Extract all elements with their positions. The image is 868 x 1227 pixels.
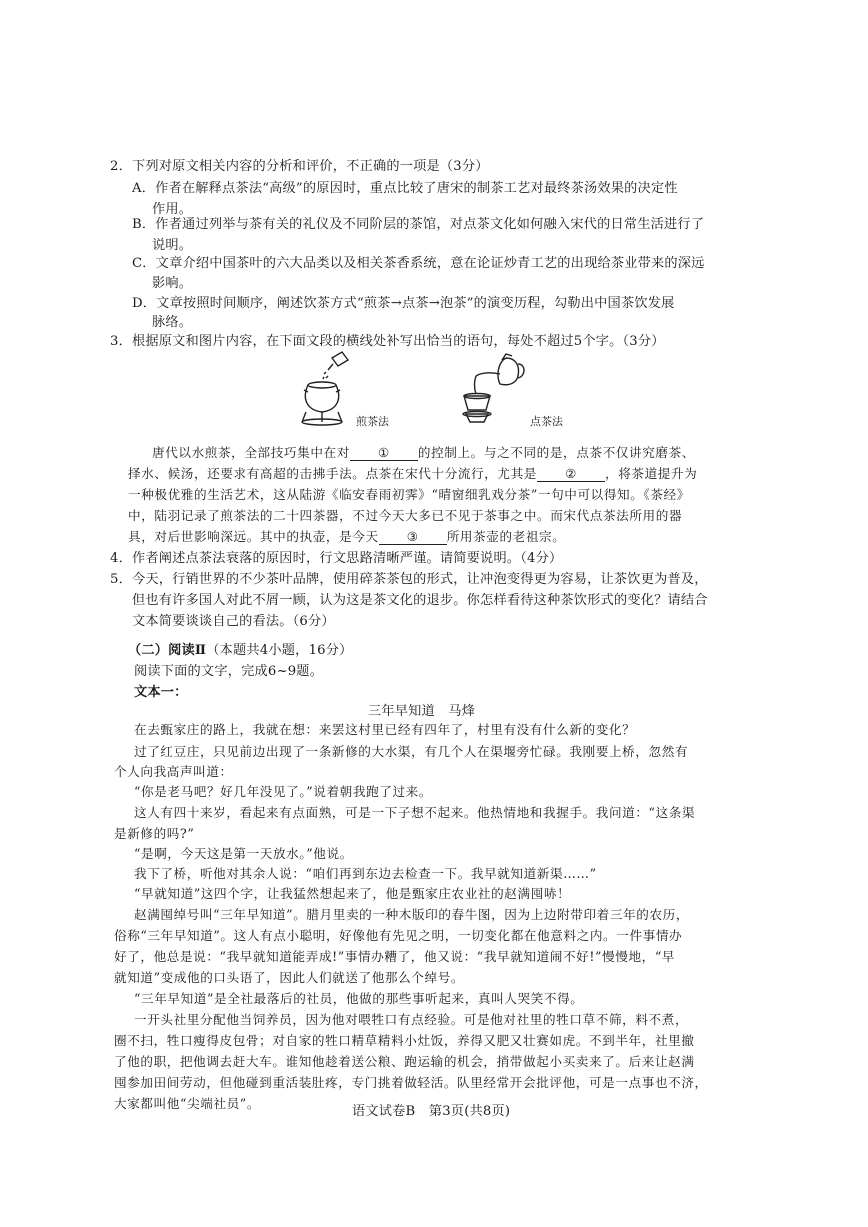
story-line: 一开头社里分配他当饲养员，因为他对喂牲口有点经验。可是他对社里的牲口草不筛，料不煮，	[134, 1012, 689, 1027]
section-title	[128, 639, 353, 658]
story-line: “你是老马吧？好几年没见了。”说着朝我跑了过来。	[134, 784, 433, 799]
blank-2-number: ②	[565, 466, 577, 481]
q3-text: 择水、候汤，还要求有高超的击拂手法。点茶在宋代十分流行，尤其是	[128, 466, 538, 481]
page-footer: 语文试卷B 第3页(共8页)	[352, 1104, 511, 1119]
story-line: 了他的职，把他调去赶大车。谁知他趁着送公粮、跑运输的机会，捎带做起小买卖来了。后来让赵满	[114, 1054, 695, 1069]
q3-text: ，将茶道提升为	[605, 466, 698, 481]
q2-stem: 2．下列对原文相关内容的分析和评价，不正确的一项是（3分）	[110, 159, 489, 174]
diancha-illustration	[460, 352, 530, 428]
story-line: 赵满囤绰号叫“三年早知道”。腊月里卖的一种木版印的春牛图，因为上边附带印着三年的农历，	[134, 907, 690, 922]
q3-text: 具，对后世影响深远。其中的执壶，是今天	[128, 529, 379, 544]
q3-passage-line-2	[128, 463, 697, 482]
q2-option-a: A．作者在解释点茶法“高级”的原因时，重点比较了唐宋的制茶工艺对最终茶汤效果的决定性	[132, 181, 678, 196]
q5-line-2: 但也有许多国人对此不屑一顾，认为这是茶文化的退步。你怎样看待这种茶饮形式的变化？请结合	[132, 593, 708, 608]
q2-option-b: B．作者通过列举与茶有关的礼仪及不同阶层的茶馆，对点茶文化如何融入宋代的日常生活进行了	[132, 217, 705, 232]
q3-passage-line-3: 一种极优雅的生活艺术，这从陆游《临安春雨初霁》“晴窗细乳戏分茶”一句中可以得知。《茶经》	[128, 487, 690, 502]
q2-option-d-cont: 脉络。	[152, 315, 193, 330]
story-line: 就知道”变成他的口头语了，因此人们就送了他那么个绰号。	[114, 970, 465, 985]
story-line: 我下了桥，听他对其余人说：“咱们再到东边去检查一下。我早就知道新渠……”	[134, 866, 597, 881]
jiancha-illustration	[298, 350, 358, 428]
diancha-label: 点茶法	[530, 415, 563, 428]
q3-text: 的控制上。与之不同的是，点茶不仅讲究磨茶、	[417, 445, 695, 460]
section-title-rest: （本题共4小题，16分）	[206, 643, 353, 658]
blank-1[interactable]	[350, 445, 418, 461]
story-line: 大家都叫他“尖端社员”。	[114, 1096, 261, 1111]
story-line: “早就知道”这四个字，让我猛然想起来了，他是甄家庄农业社的赵满囤哧！	[134, 886, 571, 901]
q2-option-a-cont: 作用。	[152, 202, 193, 217]
q2-option-c-cont: 影响。	[152, 276, 193, 291]
story-line: 这人有四十来岁，看起来有点面熟，可是一下子想不起来。他热情地和我握手。我问道：“这条渠	[134, 805, 696, 820]
story-line: 个人向我高声叫道：	[114, 764, 233, 779]
section-title-bold: （二）阅读Ⅱ	[128, 643, 207, 658]
blank-2[interactable]	[537, 466, 605, 482]
blank-1-number: ①	[377, 445, 390, 460]
story-title: 三年早知道 马烽	[368, 704, 476, 719]
section-intro: 阅读下面的文字，完成6~9题。	[134, 664, 324, 679]
q2-option-b-cont: 说明。	[152, 238, 193, 253]
q3-passage-line-1	[152, 442, 695, 461]
q4-stem: 4．作者阐述点茶法衰落的原因时，行文思路清晰严谨。请简要说明。（4分）	[110, 551, 563, 566]
story-line: 是新修的吗?”	[114, 826, 195, 841]
q3-text: 唐代以水煎茶，全部技巧集中在对	[152, 445, 350, 460]
q3-text: 所用茶壶的老祖宗。	[446, 529, 566, 544]
q3-passage-line-4: 中，陆羽记录了煎茶法的二十四茶器，不过今天大多已不见于茶事之中。而宋代点茶法所用的器	[128, 508, 683, 523]
story-line: 好了，他总是说：“我早就知道能弄成!”事情办糟了，他又说：“我早就知道闹不好!”慢慢地，“早	[114, 949, 676, 964]
story-line: 俗称“三年早知道”。这人有点小聪明，好像他有先见之明，一切变化都在他意料之内。一件事情办	[114, 928, 683, 943]
jiancha-label: 煎茶法	[356, 415, 389, 428]
text-label: 文本一：	[134, 685, 188, 700]
q5-line-3: 文本简要谈谈自己的看法。（6分）	[132, 614, 335, 629]
q3-passage-line-5	[128, 526, 565, 545]
blank-3[interactable]	[379, 529, 447, 545]
blank-3-number: ③	[406, 529, 419, 544]
q5-line-1: 5．今天，行销世界的不少茶叶品牌，使用碎茶茶包的形式，让冲泡变得更为容易，让茶饮更为普及，	[110, 572, 708, 587]
story-line: “是啊，今天这是第一天放水。”他说。	[134, 846, 353, 861]
story-line: 过了红豆庄，只见前边出现了一条新修的大水渠，有几个人在渠堰旁忙碌。我刚要上桥，忽然有	[134, 744, 689, 759]
story-line: “三年早知道”是全社最落后的社员，他做的那些事听起来，真叫人哭笑不得。	[134, 991, 584, 1006]
story-line: 圈不扫，牲口瘦得皮包骨；对自家的牲口精草精料小灶饭，养得又肥又壮赛如虎。不到半年，社里撤	[114, 1033, 695, 1048]
story-line: 囤参加田间劳动，但他碰到重活装肚疼，专门挑着做轻活。队里经常开会批评他，可是一点事也不济，	[114, 1075, 708, 1090]
story-line: 在去甄家庄的路上，我就在想：来罢这村里已经有四年了，村里有没有什么新的变化？	[134, 722, 636, 737]
q3-stem: 3．根据原文和图片内容，在下面文段的横线处补写出恰当的语句，每处不超过5个字。（3分）	[110, 334, 665, 349]
q2-option-d: D．文章按照时间顺序，阐述饮茶方式“煎茶→点茶→泡茶”的演变历程，勾勒出中国茶饮发展	[132, 296, 675, 311]
q2-option-c: C．文章介绍中国茶叶的六大品类以及相关茶香系统，意在论证炒青工艺的出现给茶业带来的深远	[132, 256, 705, 271]
